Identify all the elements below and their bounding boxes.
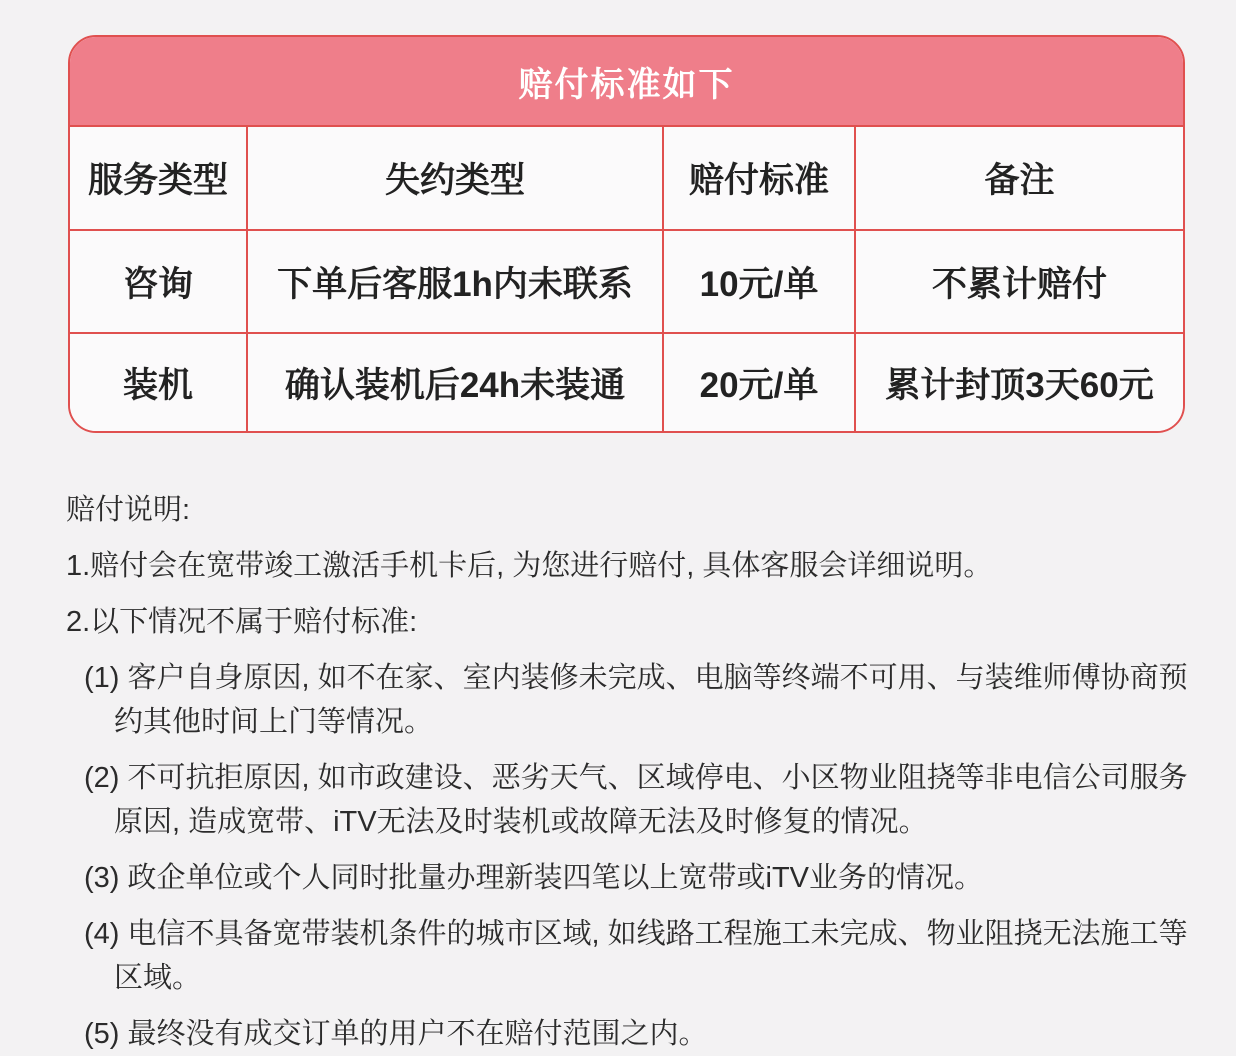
cell-remarks: 不累计赔付 [855, 230, 1183, 333]
note-exclusion-2: (2) 不可抗拒原因, 如市政建设、恶劣天气、区域停电、小区物业阻挠等非电信公司服务原因, 造成宽带、iTV无法及时装机或故障无法及时修复的情况。 [84, 762, 1188, 838]
page-title: 赔付标准如下 [518, 65, 735, 104]
cell-service-type: 咨询 [70, 230, 247, 333]
notes-title: 赔付说明: [66, 494, 191, 526]
table-title-banner [70, 37, 1183, 127]
cell-service-type: 装机 [70, 333, 247, 431]
note-exclusion-3: (3) 政企单位或个人同时批量办理新装四笔以上宽带或iTV业务的情况。 [84, 862, 984, 894]
cell-breach-type: 下单后客服1h内未联系 [247, 230, 663, 333]
column-header-remarks: 备注 [855, 127, 1183, 230]
cell-remarks: 累计封顶3天60元 [855, 333, 1183, 431]
column-header-service-type: 服务类型 [70, 127, 247, 230]
cell-compensation-standard: 20元/单 [663, 333, 855, 431]
column-header-breach-type: 失约类型 [247, 127, 663, 230]
note-item-1: 1.赔付会在宽带竣工激活手机卡后, 为您进行赔付, 具体客服会详细说明。 [66, 550, 993, 582]
note-item-2: 2.以下情况不属于赔付标准: [66, 606, 418, 638]
compensation-table-card [68, 35, 1185, 433]
note-exclusion-5: (5) 最终没有成交订单的用户不在赔付范围之内。 [84, 1018, 708, 1050]
column-header-compensation-standard: 赔付标准 [663, 127, 855, 230]
cell-breach-type: 确认装机后24h未装通 [247, 333, 663, 431]
note-exclusion-4: (4) 电信不具备宽带装机条件的城市区域, 如线路工程施工未完成、物业阻挠无法施工等区域。 [84, 918, 1188, 994]
table-row [70, 230, 1183, 333]
notes-section [66, 488, 1192, 1056]
note-exclusion-1: (1) 客户自身原因, 如不在家、室内装修未完成、电脑等终端不可用、与装维师傅协商预约其他时间上门等情况。 [84, 662, 1188, 738]
compensation-table [70, 127, 1183, 431]
cell-compensation-standard: 10元/单 [663, 230, 855, 333]
table-row [70, 333, 1183, 431]
table-header-row [70, 127, 1183, 230]
